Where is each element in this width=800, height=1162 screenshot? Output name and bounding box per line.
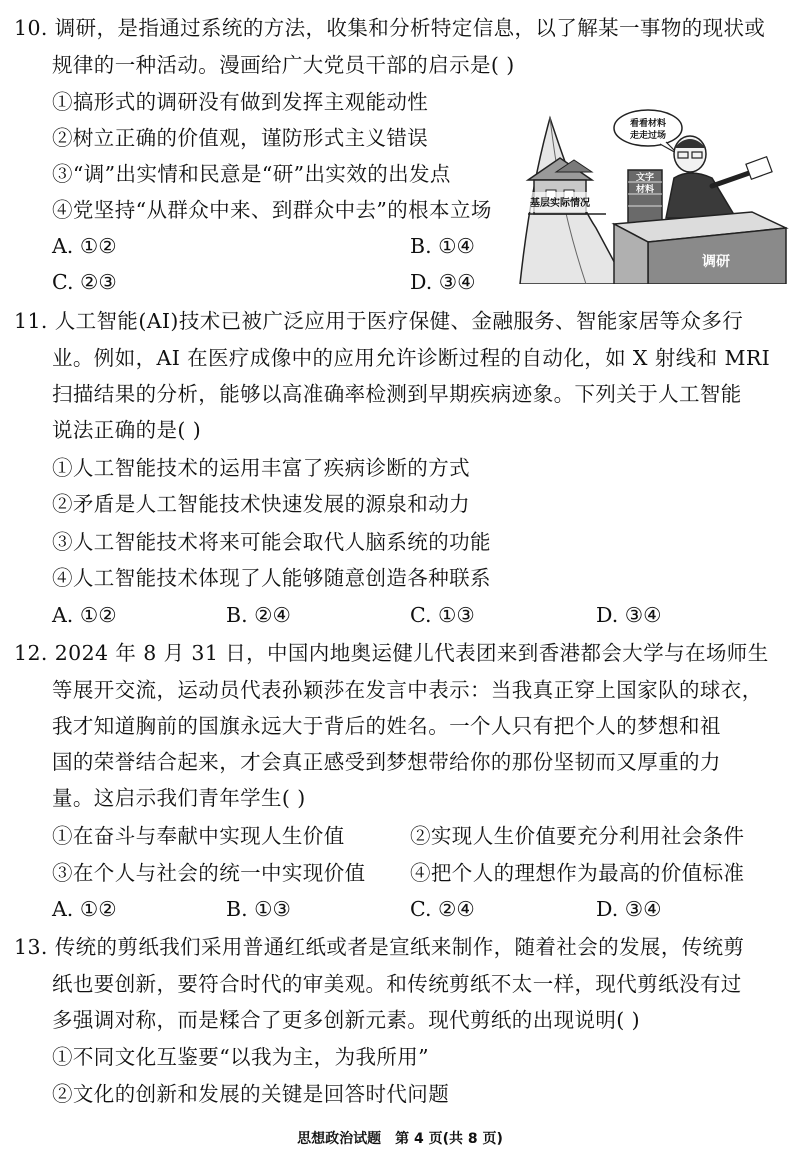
q13-stem-line-1: 13. 传统的剪纸我们采用普通红纸或者是宣纸来制作，随着社会的发展，传统剪 <box>14 935 745 959</box>
q12-option-c: C. ②④ <box>410 897 475 921</box>
q10-option-c: C. ②③ <box>52 270 117 294</box>
book-label-line-2: 材料 <box>635 185 655 195</box>
q10-stem-line-2: 规律的一种活动。漫画给广大党员干部的启示是( ) <box>52 53 515 77</box>
bubble-text-line-1: 看看材料 <box>629 119 667 129</box>
page-footer: 思想政治试题 第 4 页(共 8 页) <box>297 1131 503 1147</box>
q12-statement-3: ③在个人与社会的统一中实现价值 <box>52 861 366 885</box>
q13-statement-2: ②文化的创新和发展的关键是回答时代问题 <box>52 1082 450 1106</box>
q11-stem-line-1: 11. 人工智能(AI)技术已被广泛应用于医疗保健、金融服务、智能家居等众多行 <box>14 309 744 333</box>
q12-option-a: A. ①② <box>52 897 117 921</box>
q11-option-c: C. ①③ <box>410 603 475 627</box>
desk-shape <box>614 212 786 284</box>
q10-option-a: A. ①② <box>52 234 117 258</box>
q13-statement-1: ①不同文化互鉴要“以我为主，为我所用” <box>52 1045 430 1069</box>
q13-stem-line-2: 纸也要创新，要符合时代的审美观。和传统剪纸不太一样，现代剪纸没有过 <box>52 972 742 996</box>
official-figure <box>666 136 772 218</box>
q12-statement-4: ④把个人的理想作为最高的价值标准 <box>410 861 745 885</box>
q12-statement-1: ①在奋斗与奉献中实现人生价值 <box>52 824 345 848</box>
q11-statement-2: ②矛盾是人工智能技术快速发展的源泉和动力 <box>52 492 470 516</box>
q10-statement-1: ①搞形式的调研没有做到发挥主观能动性 <box>52 90 429 114</box>
cartoon-drawing <box>516 108 792 284</box>
q11-stem-line-2: 业。例如，AI 在医疗成像中的应用允许诊断过程的自动化，如 X 射线和 MRI <box>52 346 771 370</box>
q12-option-b: B. ①③ <box>226 897 291 921</box>
q11-option-b: B. ②④ <box>226 603 291 627</box>
q12-stem-line-5: 量。这启示我们青年学生( ) <box>52 786 306 810</box>
q10-stem-line-1: 10. 调研，是指通过系统的方法，收集和分析特定信息，以了解某一事物的现状或 <box>14 16 766 40</box>
q10-option-d: D. ③④ <box>410 270 476 294</box>
q12-stem-line-4: 国的荣誉结合起来，才会真正感受到梦想带给你的那份坚韧而又厚重的力 <box>52 750 721 774</box>
q12-statement-2: ②实现人生价值要充分利用社会条件 <box>410 824 745 848</box>
q10-statement-3: ③“调”出实情和民意是“研”出实效的出发点 <box>52 162 451 186</box>
q12-stem-line-3: 我才知道胸前的国旗永远大于背后的姓名。一个人只有把个人的梦想和祖 <box>52 714 721 738</box>
house-label: 基层实际情况 <box>530 198 590 209</box>
q11-stem-line-3: 扫描结果的分析，能够以高准确率检测到早期疾病迹象。下列关于人工智能 <box>52 382 742 406</box>
q11-statement-3: ③人工智能技术将来可能会取代人脑系统的功能 <box>52 530 491 554</box>
q12-stem-line-1: 12. 2024 年 8 月 31 日，中国内地奥运健儿代表团来到香港都会大学与在场师生 <box>14 641 769 665</box>
q11-stem-line-4: 说法正确的是( ) <box>52 418 202 442</box>
q11-statement-1: ①人工智能技术的运用丰富了疾病诊断的方式 <box>52 456 470 480</box>
q12-option-d: D. ③④ <box>596 897 662 921</box>
bubble-text-line-2: 走走过场 <box>629 131 667 141</box>
q10-option-b: B. ①④ <box>410 234 475 258</box>
q13-stem-line-3: 多强调对称，而是糅合了更多创新元素。现代剪纸的出现说明( ) <box>52 1008 641 1032</box>
q11-option-a: A. ①② <box>52 603 117 627</box>
desk-label: 调研 <box>702 254 730 270</box>
q10-statement-2: ②树立正确的价值观，谨防形式主义错误 <box>52 126 429 150</box>
q12-stem-line-2: 等展开交流，运动员代表孙颖莎在发言中表示：当我真正穿上国家队的球衣， <box>52 678 763 702</box>
q11-statement-4: ④人工智能技术体现了人能够随意创造各种联系 <box>52 566 491 590</box>
q10-statement-4: ④党坚持“从群众中来、到群众中去”的根本立场 <box>52 198 492 222</box>
q10-cartoon <box>516 108 792 284</box>
book-label-line-1: 文字 <box>635 173 655 183</box>
q11-option-d: D. ③④ <box>596 603 662 627</box>
